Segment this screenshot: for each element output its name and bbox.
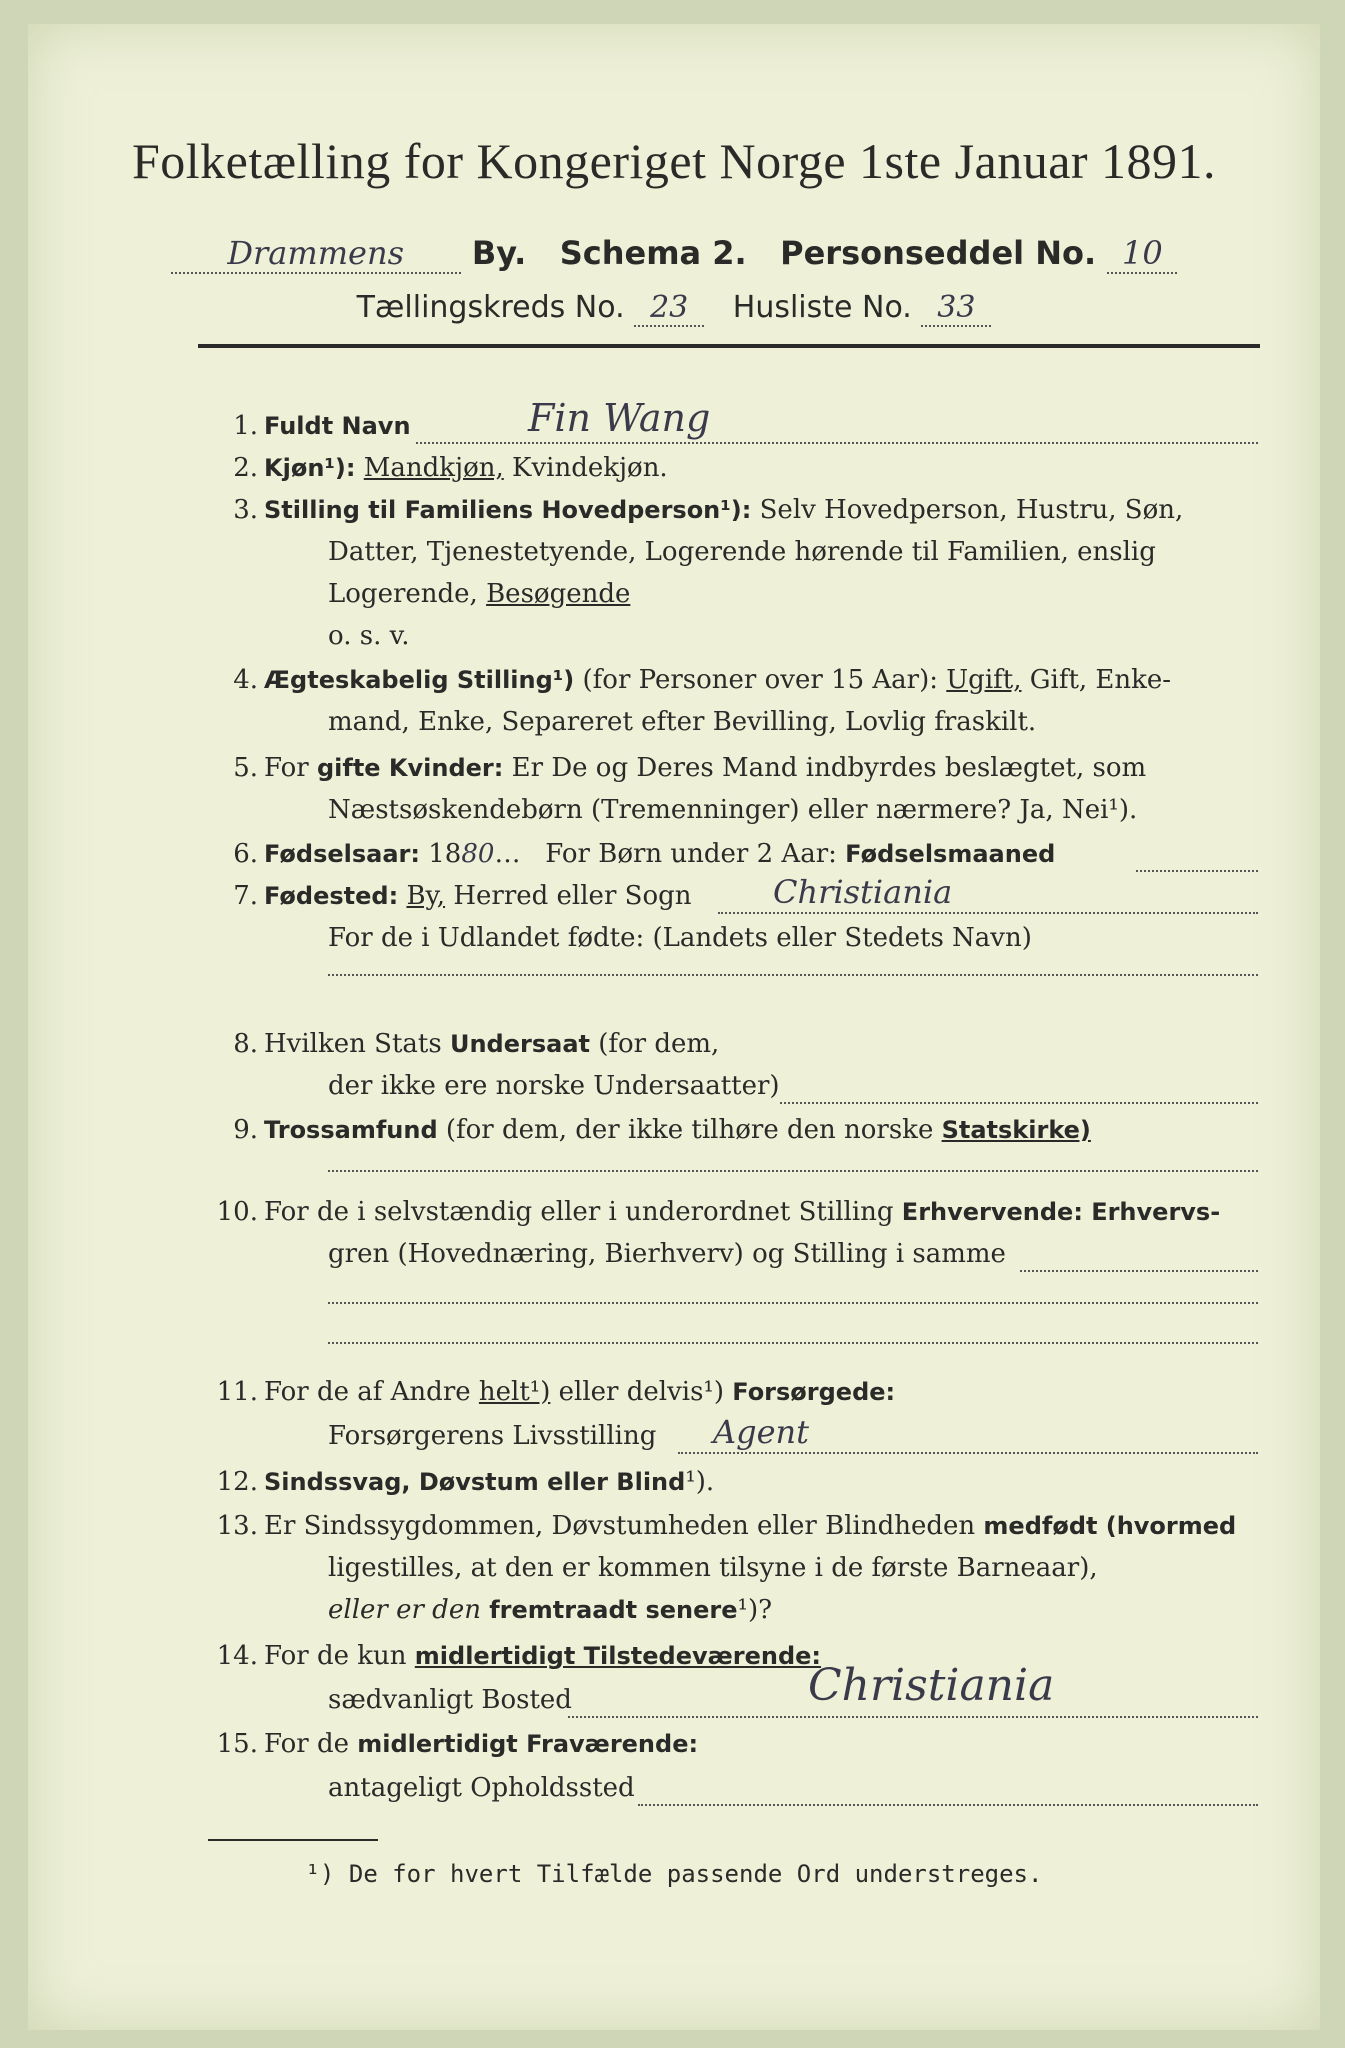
- personseddel-number: 10: [1107, 234, 1177, 274]
- header-rule: [198, 344, 1260, 348]
- provider-occupation-value[interactable]: Agent: [713, 1413, 809, 1451]
- congenital-label: medfødt: [983, 1512, 1098, 1540]
- usual-residence-text: sædvanligt Bosted: [328, 1685, 572, 1715]
- husliste-label: Husliste No.: [732, 290, 912, 325]
- disability-origin-text: (hvormed: [1105, 1512, 1237, 1540]
- option-ugift[interactable]: Ugift,: [946, 665, 1022, 695]
- item-number: 4.: [233, 665, 258, 695]
- disability-origin-text: Er Sindssygdommen, Døvstumheden eller Blindheden: [264, 1511, 976, 1541]
- occupation-text: gren (Hovednæring, Bierhverv) og Stilling i samme: [328, 1239, 1006, 1269]
- religion-line[interactable]: [328, 1170, 1258, 1172]
- presumed-stay-line[interactable]: [638, 1804, 1258, 1806]
- osv-text: o. s. v.: [328, 621, 410, 651]
- birthplace-label: Fødested:: [264, 882, 399, 910]
- marital-status-text: (for Personer over 15 Aar):: [582, 665, 938, 695]
- disability-label: Sindssvag, Døvstum eller Blind: [264, 1468, 686, 1496]
- disability-origin-text: ligestilles, at den er kommen tilsyne i de første Barneaar),: [328, 1553, 1098, 1583]
- occupation-line-2[interactable]: [328, 1342, 1258, 1344]
- kreds-label: Tællingskreds No.: [356, 290, 625, 325]
- birth-year-prefix: 18: [428, 839, 462, 869]
- religion-text: (for dem, der ikke tilhøre den norske: [445, 1115, 934, 1145]
- usual-residence-value[interactable]: Christiania: [808, 1660, 1055, 1711]
- occupation-label: Erhvervende:: [901, 1198, 1083, 1226]
- marital-status-text: Gift, Enke-: [1029, 665, 1172, 695]
- support-text: For de af Andre: [264, 1377, 471, 1407]
- form-title: Folketælling for Kongeriget Norge 1ste Januar 1891.: [131, 133, 1217, 189]
- option-statskirke[interactable]: Statskirke): [941, 1116, 1091, 1144]
- married-women-label: gifte Kvinder:: [316, 754, 504, 782]
- citizenship-text: Hvilken Stats: [264, 1029, 442, 1059]
- item-number: 6.: [233, 839, 258, 869]
- item-number: 3.: [233, 495, 258, 525]
- citizenship-label: Undersaat: [449, 1030, 590, 1058]
- town-handwritten: Drammens: [171, 234, 461, 274]
- sex-option-male[interactable]: Mandkjøn,: [363, 453, 504, 483]
- personseddel-label: Personseddel No.: [780, 234, 1097, 272]
- religion-label: Trossamfund: [264, 1116, 438, 1144]
- presumed-stay-text: antageligt Opholdssted: [328, 1773, 635, 1803]
- birth-month-text: For Børn under 2 Aar:: [545, 839, 837, 869]
- marital-status-text: mand, Enke, Separeret efter Bevilling, Lovlig fraskilt.: [328, 707, 1037, 737]
- citizenship-text: (for dem,: [598, 1029, 720, 1059]
- temporary-present-label: midlertidigt Tilstedeværende:: [414, 1642, 822, 1670]
- item-number: 15.: [216, 1729, 258, 1759]
- temporary-absent-label: midlertidigt Fraværende:: [357, 1730, 699, 1758]
- married-women-text: Næstsøskendebørn (Tremenninger) eller nærmere? Ja, Nei¹).: [328, 795, 1138, 825]
- husliste-number: 33: [921, 290, 991, 327]
- kreds-line: [28, 290, 1320, 327]
- item-number: 12.: [216, 1467, 258, 1497]
- birthplace-text: Herred eller Sogn: [453, 881, 692, 911]
- option-besogende[interactable]: Besøgende: [486, 579, 631, 609]
- item-number: 13.: [216, 1511, 258, 1541]
- temporary-present-text: For de kun: [264, 1641, 407, 1671]
- birth-year-value[interactable]: 80: [461, 839, 495, 869]
- item-number: 10.: [216, 1197, 258, 1227]
- sex-option-female[interactable]: Kvindekjøn.: [512, 453, 668, 483]
- foreign-born-line[interactable]: [328, 974, 1258, 976]
- occupation-line-1[interactable]: [328, 1302, 1258, 1304]
- footnote: ¹) De for hvert Tilfælde passende Ord understreges.: [305, 1860, 1043, 1888]
- item-number: 8.: [233, 1029, 258, 1059]
- by-label: By.: [471, 234, 527, 272]
- married-women-text: Er De og Deres Mand indbyrdes beslægtet, som: [511, 753, 1147, 783]
- disability-suffix: ¹).: [685, 1467, 715, 1497]
- census-form: Folketælling for Kongeriget Norge 1ste Januar 1891. Drammens By. Schema 2. Personseddel No. 10 Tællingskreds No. 23 Husliste No. 33 1. Fuldt Navn Fin Wang 2. Kjøn¹): Mandkjøn, Kvindekjøn. 3. Stilling til Familiens Hovedperson¹): Selv Hovedperson, Hustru, Søn, Datter, Tjenestetyende, Logerende hørende til Familien, enslig Logerende, Besøgende o. s. v. 4. Ægteskabelig Stilling¹) (for Personer over 15 Aar): Ugift, Gift, Enke- mand, Enke, Separeret efter Bevilling, Lovlig fraskilt. 5. For gifte Kvinder: Er De og Deres Mand indbyrdes beslægtet, som Næstsøskendebørn (Tremenninger) eller nærmere? Ja, Nei¹). 6. Fødselsaar: 1880… For Børn under 2 Aar: Fødselsmaaned 7. Fødested: By, Herred eller Sogn Christiania For de i Udlandet fødte: (Landets eller Stedets Navn) 8. Hvilken Stats Undersaat (for dem, der ikke ere norske Undersaatter) 9. Trossamfund (for dem, der ikke tilhøre den norske Statskirke) 10. For de i selvstændig eller i underordnet Stilling Erhvervende: Erhvervs- gren (Hovednæring, Bierhverv) og Stilling i samme 11. For de af Andre helt¹) eller delvis¹) Forsørgede: Forsørgerens Livsstilling Agent 12. Sindssvag, Døvstum eller Blind¹). 13. Er Sindssygdommen, Døvstumheden eller Blindheden medfødt (hvormed ligestilles, at den er kommen tilsyne i de første Barneaar), eller er den fremtraadt senere¹)? 14. For de kun midlertidigt Tilstedeværende: sædvanligt Bosted Christiania 15. For de midlertidigt Fraværende: antageligt Opholdssted ¹) De for hvert Tilfælde passende Ord understreges.: [28, 24, 1320, 2030]
- sex-label: Kjøn¹):: [264, 454, 356, 482]
- family-position-text: Selv Hovedperson, Hustru, Søn,: [759, 495, 1184, 525]
- disability-origin-suffix: ¹)?: [737, 1595, 773, 1625]
- schema-label: Schema 2.: [559, 234, 747, 272]
- option-helt[interactable]: helt¹): [478, 1377, 551, 1407]
- marital-status-label: Ægteskabelig Stilling¹): [264, 666, 575, 694]
- support-text: eller delvis¹): [558, 1377, 724, 1407]
- footnote-rule: [208, 1839, 378, 1841]
- item-number: 14.: [216, 1641, 258, 1671]
- citizenship-text: der ikke ere norske Undersaatter): [328, 1071, 780, 1101]
- item-number: 5.: [233, 753, 258, 783]
- provider-occupation-text: Forsørgerens Livsstilling: [328, 1421, 657, 1451]
- item-number: 1.: [233, 411, 258, 441]
- birthplace-value[interactable]: Christiania: [773, 873, 953, 911]
- occupation-label-2: Erhvervs-: [1091, 1198, 1221, 1226]
- temporary-absent-text: For de: [264, 1729, 349, 1759]
- item-number: 2.: [233, 453, 258, 483]
- option-by[interactable]: By,: [406, 881, 446, 911]
- item-number: 11.: [216, 1377, 258, 1407]
- full-name-value[interactable]: Fin Wang: [528, 396, 711, 440]
- disability-origin-text: eller er den: [328, 1595, 481, 1625]
- full-name-label: Fuldt Navn: [264, 412, 411, 440]
- later-onset-label: fremtraadt senere: [489, 1596, 738, 1624]
- birth-year-label: Fødselsaar:: [264, 840, 420, 868]
- family-position-text: Datter, Tjenestetyende, Logerende hørende til Familien, enslig: [328, 537, 1156, 567]
- family-position-label: Stilling til Familiens Hovedperson¹):: [264, 496, 752, 524]
- married-women-prefix: For: [264, 753, 309, 783]
- support-label: Forsørgede:: [732, 1378, 896, 1406]
- schema-line: [28, 234, 1320, 274]
- item-number: 7.: [233, 881, 258, 911]
- option-logerende: Logerende,: [328, 579, 478, 609]
- item-number: 9.: [233, 1115, 258, 1145]
- kreds-number: 23: [634, 290, 704, 327]
- birth-month-label: Fødselsmaaned: [845, 840, 1056, 868]
- occupation-text: For de i selvstændig eller i underordnet Stilling: [264, 1197, 894, 1227]
- foreign-born-text: For de i Udlandet fødte: (Landets eller Stedets Navn): [328, 923, 1032, 953]
